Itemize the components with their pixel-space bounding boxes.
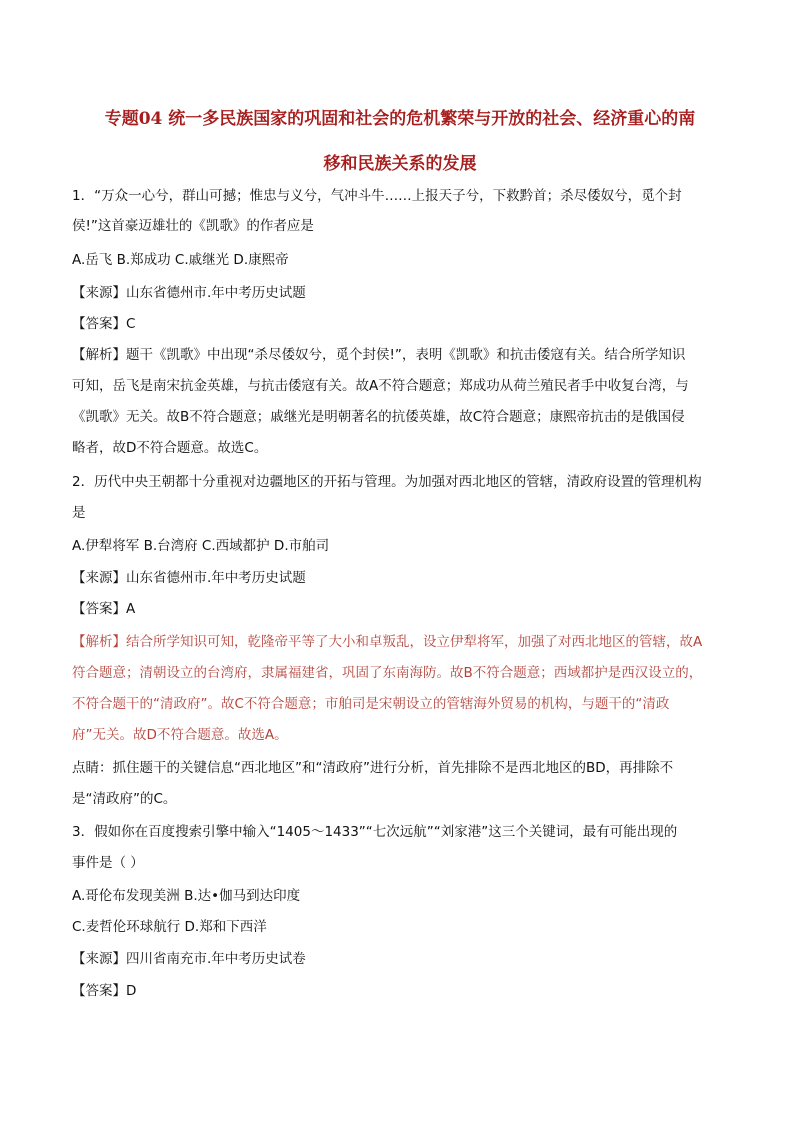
q3-options-line-1: A.哥伦布发现美洲 B.达•伽马到达印度 <box>72 888 301 904</box>
q2-answer: 【答案】A <box>72 601 136 617</box>
q3-options-line-2: C.麦哲伦环球航行 D.郑和下西洋 <box>72 919 267 935</box>
q1-analysis-line-4: 略者，故D不符合题意。故选C。 <box>72 440 268 456</box>
document-title-line-2: 移和民族关系的发展 <box>323 154 477 174</box>
q2-stem-line-2: 是 <box>72 505 86 521</box>
q2-source: 【来源】山东省德州市.年中考历史试题 <box>72 570 306 586</box>
q2-analysis-line-4: 府”无关。故D不符合题意。故选A。 <box>72 727 288 743</box>
q1-stem-line-1: 1．“万众一心兮，群山可撼；惟忠与义兮，气冲斗牛……上报天子兮，下救黔首；杀尽倭奴兮，觅个封 <box>72 188 682 204</box>
q1-options: A.岳飞 B.郑成功 C.戚继光 D.康熙帝 <box>72 252 289 268</box>
q2-options: A.伊犁将军 B.台湾府 C.西域都护 D.市舶司 <box>72 538 330 554</box>
q1-analysis-line-1: 【解析】题干《凯歌》中出现“杀尽倭奴兮，觅个封侯!”，表明《凯歌》和抗击倭寇有关。结合所学知识 <box>72 347 686 363</box>
q1-source: 【来源】山东省德州市.年中考历史试题 <box>72 285 306 301</box>
q2-analysis-line-3: 不符合题干的“清政府”。故C不符合题意；市舶司是宋朝设立的管辖海外贸易的机构，与题干的“清政 <box>72 696 670 712</box>
q1-analysis-line-2: 可知，岳飞是南宋抗金英雄，与抗击倭寇有关。故A不符合题意；郑成功从荷兰殖民者手中收复台湾，与 <box>72 378 689 394</box>
q3-stem-line-1: 3．假如你在百度搜索引擎中输入“1405～1433”“七次远航”“刘家港”这三个关键词，最有可能出现的 <box>72 824 678 840</box>
document-title-line-1: 专题04 统一多民族国家的巩固和社会的危机繁荣与开放的社会、经济重心的南 <box>104 109 696 129</box>
q3-answer: 【答案】D <box>72 983 137 999</box>
q2-analysis-line-1: 【解析】结合所学知识可知，乾隆帝平等了大小和卓叛乱，设立伊犁将军，加强了对西北地区的管辖，故A <box>72 634 703 650</box>
q2-analysis-line-2: 符合题意；清朝设立的台湾府，隶属福建省，巩固了东南海防。故B不符合题意；西域都护是西汉设立的， <box>72 665 703 681</box>
q1-stem-line-2: 侯!”这首豪迈雄壮的《凯歌》的作者应是 <box>72 218 314 234</box>
q2-tip-line-2: 是“清政府”的C。 <box>72 791 177 807</box>
q2-tip-line-1: 点睛：抓住题干的关键信息“西北地区”和“清政府”进行分析，首先排除不是西北地区的BD，再排除不 <box>72 760 674 776</box>
q1-answer: 【答案】C <box>72 316 136 332</box>
q3-source: 【来源】四川省南充市.年中考历史试卷 <box>72 951 306 967</box>
q3-stem-line-2: 事件是（ ） <box>72 855 144 871</box>
q2-stem-line-1: 2．历代中央王朝都十分重视对边疆地区的开拓与管理。为加强对西北地区的管辖，清政府设置的管理机构 <box>72 474 702 490</box>
q1-analysis-line-3: 《凯歌》无关。故B不符合题意；戚继光是明朝著名的抗倭英雄，故C符合题意；康熙帝抗击的是俄国侵 <box>72 409 685 425</box>
